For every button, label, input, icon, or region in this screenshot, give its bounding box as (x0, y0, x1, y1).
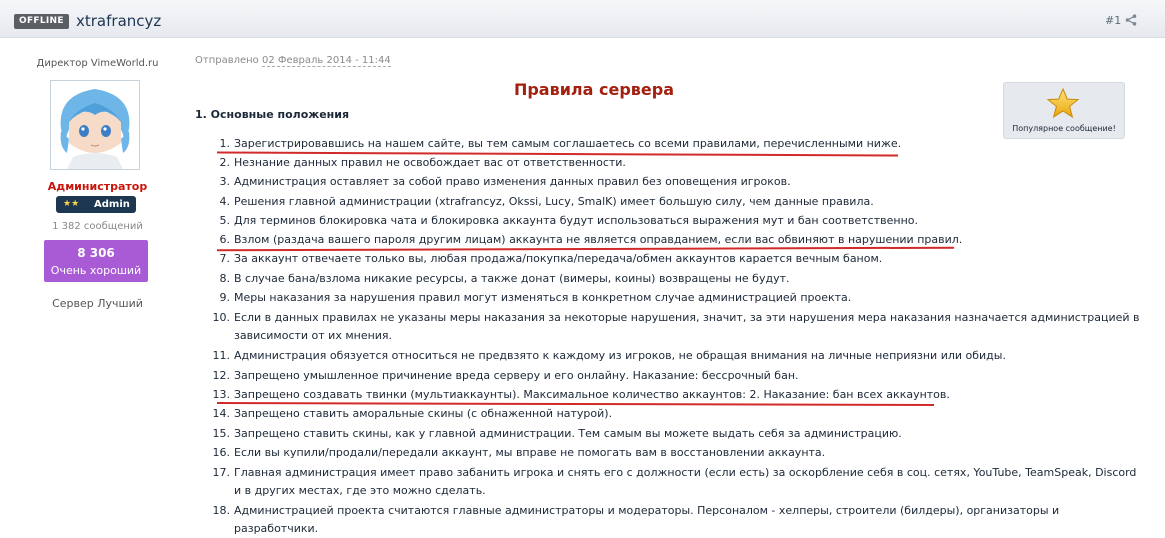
list-item: 9. Меры наказания за нарушения правил могут изменяться в конкретном случае администрацией проекта. (219, 291, 852, 305)
list-item: 13. Запрещено создавать твинки (мультиаккаунты). Максимальное количество аккаунтов: 2. Наказание: бан всех аккаунтов. (212, 387, 950, 401)
status-badge: OFFLINE (14, 14, 69, 29)
rank-badge (56, 196, 136, 213)
list-item: 11. Администрация обязуется относиться не предвзято к каждому из игроков, не обращая внимания на личные неприязни или обиды. (212, 349, 1006, 363)
rules-list (195, 133, 1145, 536)
rank-label: Admin (94, 199, 130, 210)
author-sidebar (0, 38, 195, 530)
post-count: 1 382 сообщений (52, 221, 143, 232)
list-item: 18. Администрацией проекта считаются главные администраторы и модераторы. Персоналом - хелперы, строители (билдеры), организаторы и разработчики. (212, 504, 1060, 536)
list-item: 7. За аккаунт отвечаете только вы, любая продажа/покупка/передача/обмен аккаунтов карается вечным баном. (219, 252, 883, 266)
list-item: 15. Запрещено ставить скины, как у главной администрации. Тем самым вы можете выдать себя за администрацию. (212, 426, 902, 440)
group-name: Администратор (47, 180, 148, 193)
avatar[interactable] (50, 80, 140, 170)
reputation-value: 8 306 (77, 246, 115, 260)
author-link[interactable]: xtrafrancyz (76, 12, 162, 30)
list-item: 2. Незнание данных правил не освобождает вас от ответственности. (219, 156, 626, 169)
post-date-prefix: Отправлено (195, 55, 262, 66)
post-content (195, 38, 1165, 536)
list-item: 1. Зарегистрировавшись на нашем сайте, вы тем самым соглашаетесь со всеми правилами, перечисленными ниже. (219, 137, 902, 150)
list-item: 8. В случае бана/взлома никакие ресурсы, а также донат (вимеры, коины) возвращены не будут. (219, 271, 790, 285)
post-header (0, 0, 1165, 38)
section-title: 1. Основные положения (195, 108, 350, 121)
post-date-link[interactable]: 02 Февраль 2014 - 11:44 (261, 55, 391, 66)
popular-post-label: Популярное сообщение! (1012, 124, 1116, 133)
reputation-box (44, 240, 148, 282)
user-title: Директор VimeWorld.ru (36, 58, 159, 69)
rules-title: Правила сервера (513, 80, 675, 99)
share-icon[interactable] (1125, 14, 1137, 26)
list-item: 3. Администрация оставляет за собой право изменения данных правил без оповещения игроков. (219, 175, 791, 189)
list-item: 16. Если вы купили/продали/передали аккаунт, мы вправе не помогать вам в восстановлении аккаунта. (212, 445, 826, 459)
list-item: 14. Запрещено ставить аморальные скины (с обнаженной натурой). (212, 407, 613, 421)
list-item: 6. Взлом (раздача вашего пароля другим лицам) аккаунта не является оправданием, если вас обвиняют в нарушении правил. (219, 233, 963, 247)
list-item: 10. Если в данных правилах не указаны меры наказания за некоторые нарушения, значит, за эти нарушения мера наказания назначается администрацией в зависимости от их мнения. (212, 311, 1140, 343)
server-label: Сервер Лучший (52, 297, 143, 310)
reputation-label: Очень хороший (50, 264, 142, 277)
star-icon (1046, 87, 1080, 121)
post-date (195, 55, 391, 66)
list-item: 4. Решения главной администрации (xtrafrancyz, Okssi, Lucy, SmalK) имеет большую силу, чем данные правила. (219, 194, 874, 208)
rank-stars-icon: ★★ (63, 199, 80, 209)
post-number-link[interactable]: #1 (1105, 14, 1122, 27)
list-item: 5. Для терминов блокировка чата и блокировка аккаунта будут использоваться выражения мут и бан соответственно. (219, 213, 919, 227)
popular-post-badge (1003, 82, 1125, 139)
list-item: 12. Запрещено умышленное причинение вреда серверу и его онлайну. Наказание: бессрочный бан. (212, 368, 799, 382)
avatar-image (51, 81, 139, 169)
list-item: 17. Главная администрация имеет право забанить игрока и снять его с должности (если есть) за оскорбление себя в соц. сетях, YouTube, TeamSpeak, Discord и в других местах, где это можно сделать. (212, 466, 1137, 498)
